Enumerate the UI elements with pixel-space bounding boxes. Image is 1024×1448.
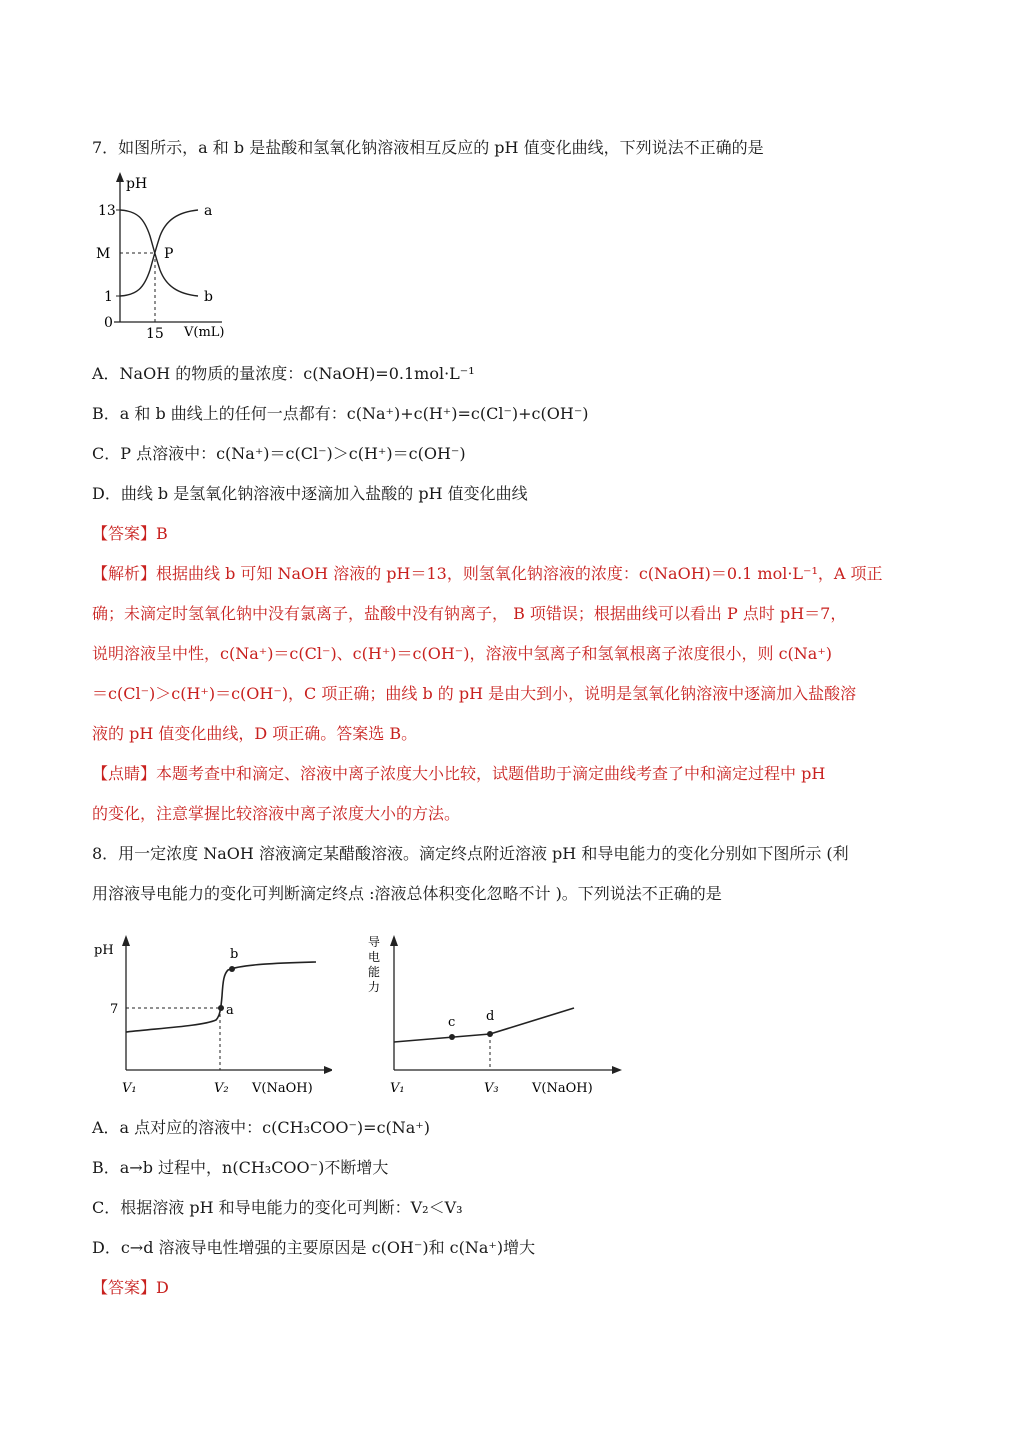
- q7-y-axis-label: pH: [126, 176, 148, 192]
- q8-right-y-label-char-4: 力: [368, 980, 381, 994]
- q8-option-b: B．a→b 过程中，n(CH₃COO⁻)不断增大: [92, 1158, 389, 1177]
- q8-right-x-axis-label: V(NaOH): [532, 1081, 593, 1096]
- q8-stem-line-2: 用溶液导电能力的变化可判断滴定终点 :溶液总体积变化忽略不计 )。下列说法不正确的是: [92, 884, 722, 903]
- q7-analysis-line-3: 说明溶液呈中性，c(Na⁺)＝c(Cl⁻)、c(H⁺)＝c(OH⁻)，溶液中氢离子和氢氧根离子浓度很小，则 c(Na⁺): [92, 644, 833, 663]
- q8-option-a: A．a 点对应的溶液中：c(CH₃COO⁻)=c(Na⁺): [92, 1118, 430, 1137]
- q8-left-tick-V2: V₂: [214, 1081, 229, 1096]
- q7-tick-15: 15: [146, 326, 164, 340]
- q8-left-y-axis-label: pH: [94, 943, 114, 958]
- q7-curve-b-label: b: [204, 289, 213, 305]
- q8-figures: [92, 930, 932, 1100]
- q8-right-tick-V3: V₃: [484, 1081, 499, 1096]
- q8-answer: 【答案】D: [92, 1278, 169, 1297]
- q7-option-a: A．NaOH 的物质的量浓度：c(NaOH)=0.1mol·L⁻¹: [92, 364, 475, 383]
- q7-stem: 7．如图所示，a 和 b 是盐酸和氢氧化钠溶液相互反应的 pH 值变化曲线，下列说法不正确的是: [92, 138, 764, 157]
- q7-analysis-line-2: 确；未滴定时氢氧化钠中没有氯离子，盐酸中没有钠离子， B 项错误；根据曲线可以看出 P 点时 pH＝7，: [92, 604, 847, 623]
- q7-analysis-line-4: ＝c(Cl⁻)＞c(H⁺)＝c(OH⁻)，C 项正确；曲线 b 的 pH 是由大到小，说明是氢氧化钠溶液中逐滴加入盐酸溶: [92, 684, 857, 703]
- q7-origin-label: 0: [104, 315, 113, 331]
- q7-tick-13: 13: [98, 203, 116, 219]
- q8-conductivity-figure: [352, 930, 622, 1100]
- q7-tick-1: 1: [104, 289, 113, 305]
- q8-left-tick-V1: V₁: [122, 1081, 137, 1096]
- q7-ph-curve-figure: [92, 170, 242, 340]
- q7-option-d: D．曲线 b 是氢氧化钠溶液中逐滴加入盐酸的 pH 值变化曲线: [92, 484, 528, 503]
- q7-curve-a-label: a: [204, 203, 213, 219]
- q7-tick-M: M: [96, 246, 111, 262]
- q8-right-y-label-char-1: 导: [368, 935, 381, 949]
- q8-right-y-label-char-2: 电: [368, 950, 381, 964]
- document-page: [92, 128, 932, 1308]
- q8-ph-figure: [92, 930, 332, 1100]
- q7-comment-line-1: 【点睛】本题考查中和滴定、溶液中离子浓度大小比较，试题借助于滴定曲线考查了中和滴定过程中 pH: [92, 764, 826, 783]
- q7-analysis-line-1: 【解析】根据曲线 b 可知 NaOH 溶液的 pH＝13，则氢氧化钠溶液的浓度：c(NaOH)＝0.1 mol·L⁻¹，A 项正: [92, 564, 883, 583]
- q8-option-c: C．根据溶液 pH 和导电能力的变化可判断：V₂＜V₃: [92, 1198, 463, 1217]
- q8-point-c-label: c: [448, 1015, 456, 1030]
- q8-point-d-label: d: [486, 1009, 495, 1024]
- q7-option-b: B．a 和 b 曲线上的任何一点都有：c(Na⁺)+c(H⁺)=c(Cl⁻)+c(OH⁻): [92, 404, 589, 423]
- q7-option-c: C．P 点溶液中：c(Na⁺)＝c(Cl⁻)＞c(H⁺)＝c(OH⁻): [92, 444, 466, 463]
- q8-right-tick-V1: V₁: [390, 1081, 405, 1096]
- q8-left-x-axis-label: V(NaOH): [252, 1081, 313, 1096]
- q7-x-axis-label: V(mL): [184, 325, 225, 340]
- q8-right-y-label-char-3: 能: [368, 965, 381, 979]
- q8-left-tick-7: 7: [110, 1002, 119, 1017]
- q7-answer: 【答案】B: [92, 524, 168, 543]
- q7-point-P-label: P: [164, 246, 174, 262]
- q8-stem-line-1: 8．用一定浓度 NaOH 溶液滴定某醋酸溶液。滴定终点附近溶液 pH 和导电能力的变化分别如下图所示 (利: [92, 844, 849, 863]
- q8-point-b-label: b: [230, 947, 239, 962]
- q8-option-d: D．c→d 溶液导电性增强的主要原因是 c(OH⁻)和 c(Na⁺)增大: [92, 1238, 536, 1257]
- q7-comment-line-2: 的变化，注意掌握比较溶液中离子浓度大小的方法。: [92, 804, 461, 823]
- q7-analysis-line-5: 液的 pH 值变化曲线，D 项正确。答案选 B。: [92, 724, 418, 743]
- q8-point-a-label: a: [226, 1003, 234, 1018]
